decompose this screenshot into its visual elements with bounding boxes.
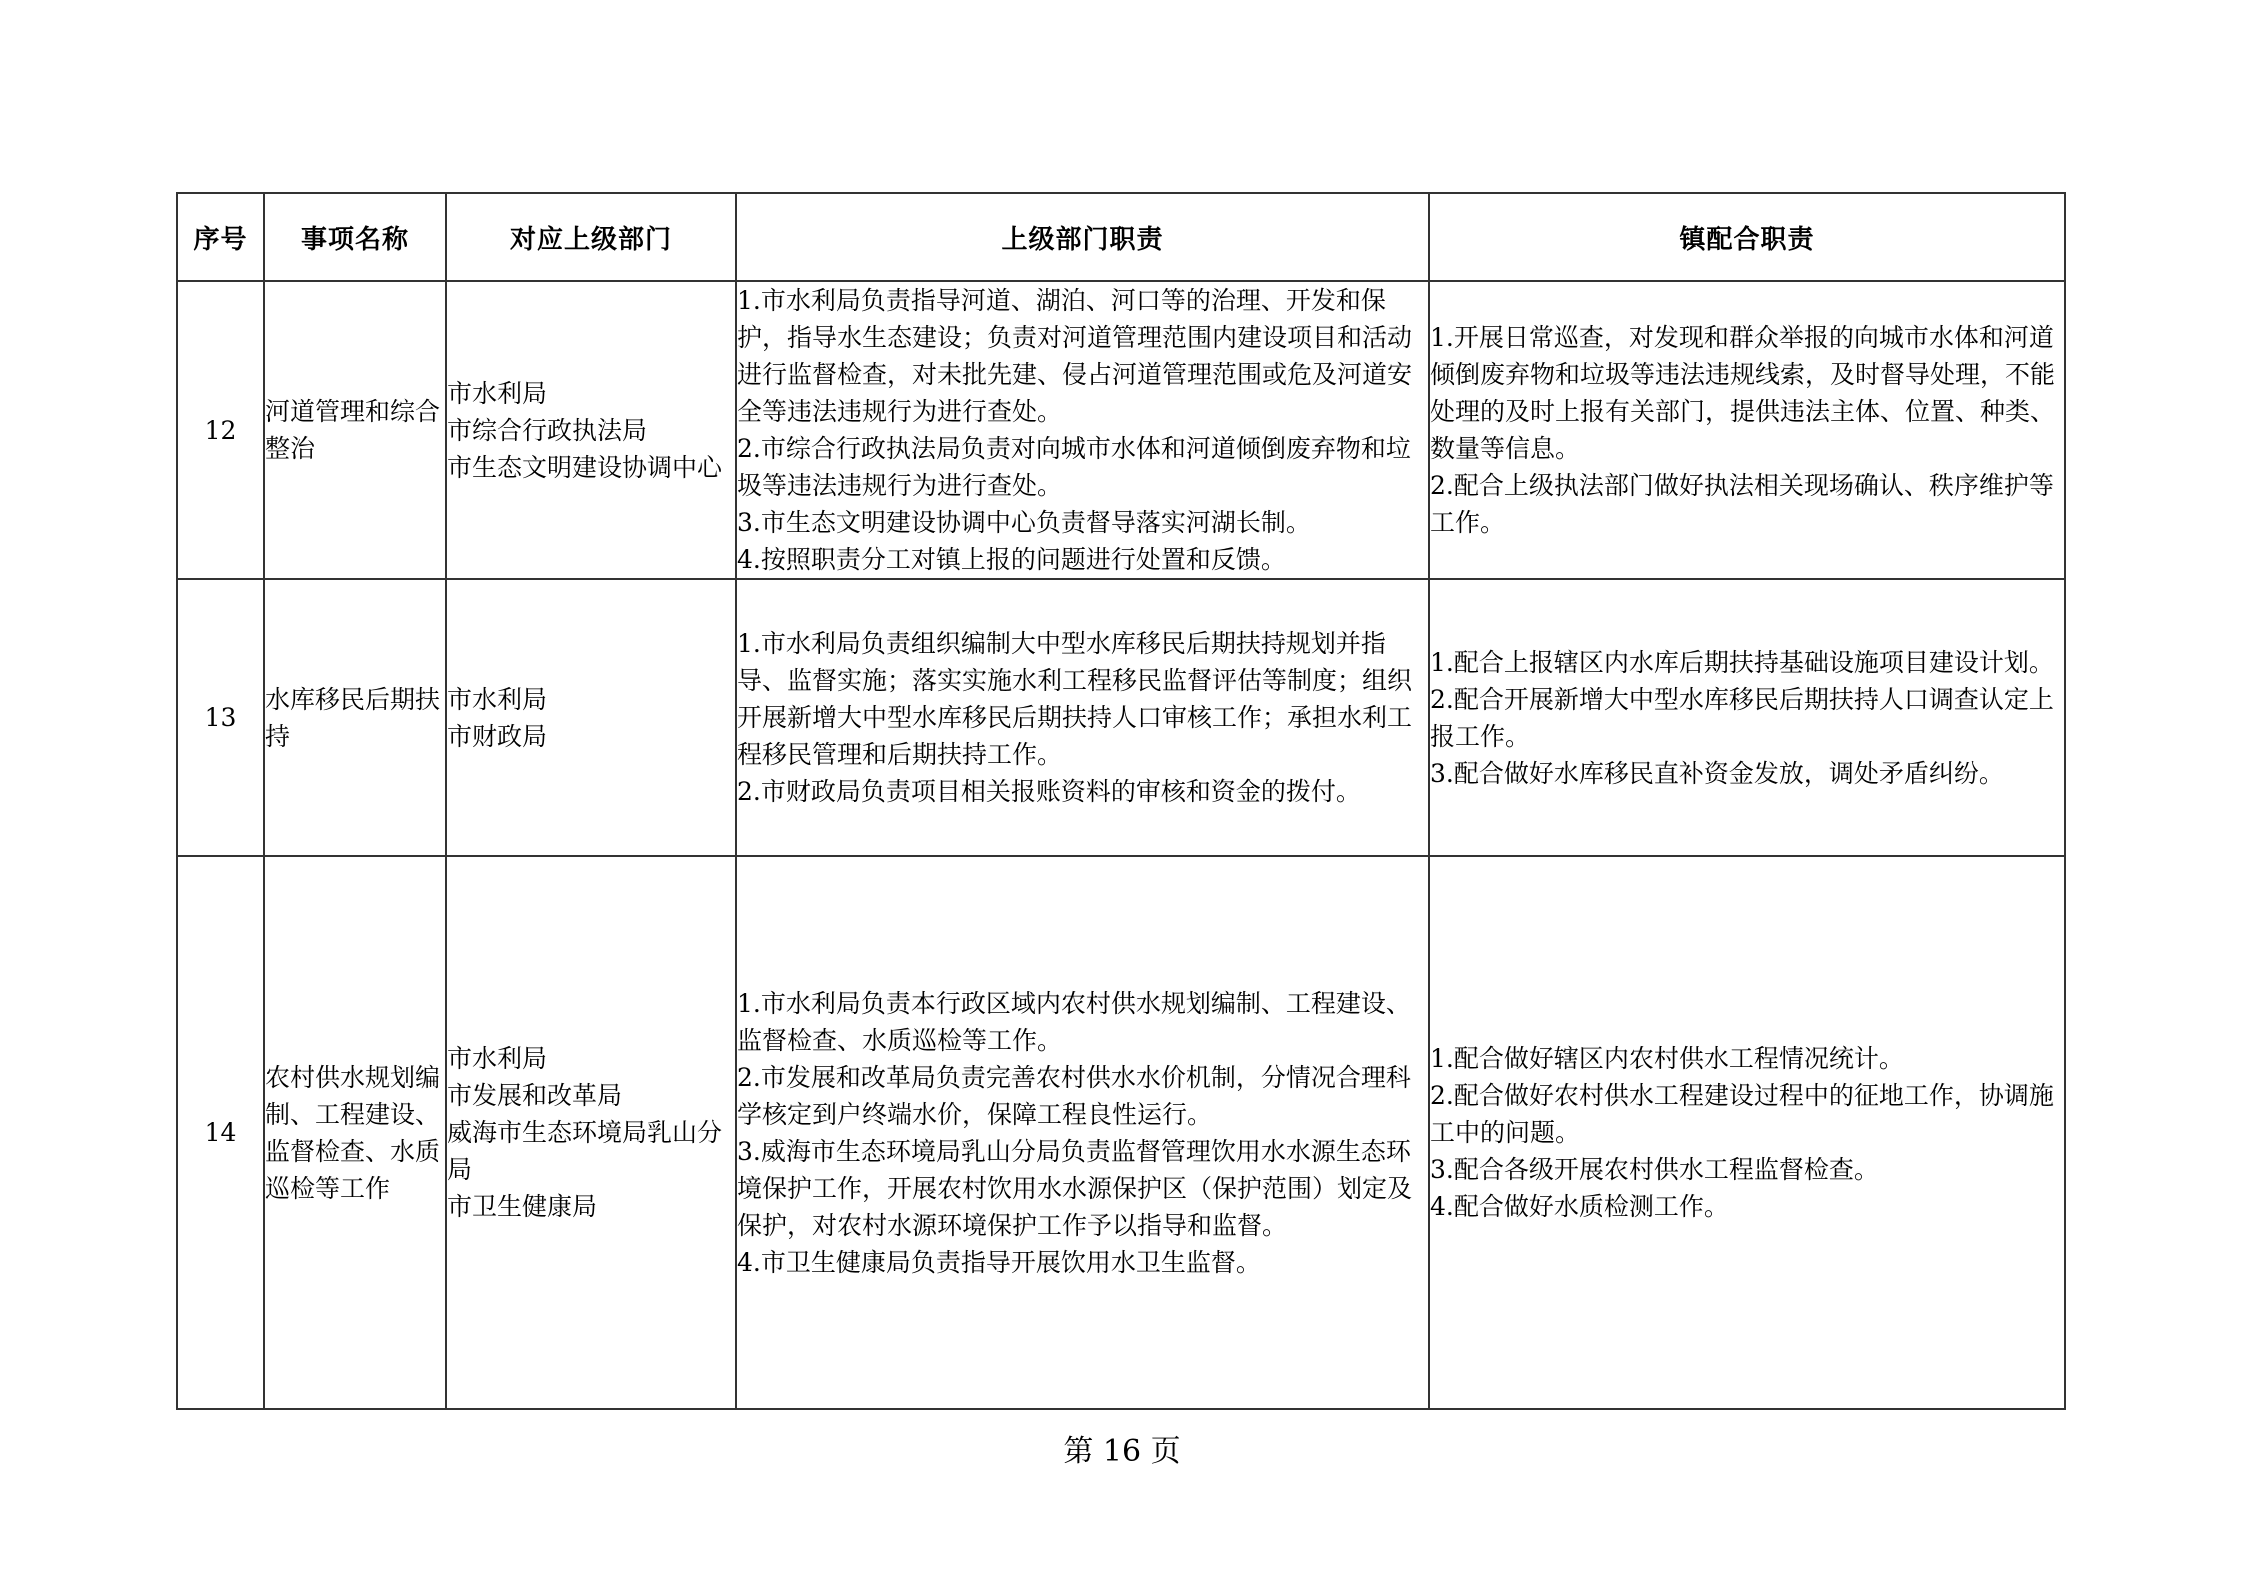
table-row <box>177 579 2065 856</box>
department-entry: 市水利局 <box>447 378 548 408</box>
header-upper-duties: 上级部门职责 <box>736 193 1429 281</box>
town-duties-list <box>1429 281 2065 579</box>
duty-item: 1.配合做好辖区内农村供水工程情况统计。 <box>1430 1044 1904 1073</box>
department-entry: 市生态文明建设协调中心 <box>447 452 723 482</box>
duty-item: 3.威海市生态环境局乳山分局负责监督管理饮用水水源生态环境保护工作，开展农村饮用水水源保护区（保护范围）划定及保护，对农村水源环境保护工作予以指导和监督。 <box>737 1136 1413 1240</box>
duty-item: 2.市财政局负责项目相关报账资料的审核和资金的拨付。 <box>737 777 1361 806</box>
duty-item: 3.配合做好水库移民直补资金发放，调处矛盾纠纷。 <box>1430 758 2004 788</box>
department-list <box>446 579 736 856</box>
department-entry: 市卫生健康局 <box>447 1192 598 1221</box>
header-serial: 序号 <box>177 193 264 281</box>
department-list <box>446 281 736 579</box>
department-entry: 市水利局 <box>447 1044 548 1073</box>
duty-item: 2.市发展和改革局负责完善农村供水水价机制，分情况合理科学核定到户终端水价，保障工程良性运行。 <box>737 1062 1411 1129</box>
upper-duties-list <box>736 856 1429 1409</box>
duty-item: 4.市卫生健康局负责指导开展饮用水卫生监督。 <box>737 1247 1261 1277</box>
upper-duties-list <box>736 281 1429 579</box>
duty-table <box>176 192 2066 1410</box>
row-number: 13 <box>177 579 264 856</box>
duty-item: 4.配合做好水质检测工作。 <box>1430 1192 1729 1221</box>
town-duties-list <box>1429 856 2065 1409</box>
row-number: 12 <box>177 281 264 579</box>
duty-item: 1.市水利局负责本行政区域内农村供水规划编制、工程建设、监督检查、水质巡检等工作。 <box>737 988 1411 1055</box>
duty-item: 4.按照职责分工对镇上报的问题进行处置和反馈。 <box>737 545 1286 574</box>
header-upper-department: 对应上级部门 <box>446 193 736 281</box>
table-header-row <box>177 193 2065 281</box>
header-item-name: 事项名称 <box>264 193 446 281</box>
department-list <box>446 856 736 1409</box>
duty-table-frame <box>176 192 2064 1408</box>
duty-item: 2.配合开展新增大中型水库移民后期扶持人口调查认定上报工作。 <box>1430 684 2054 751</box>
duty-item: 1.市水利局负责指导河道、湖泊、河口等的治理、开发和保护，指导水生态建设；负责对河道管理范围内建设项目和活动进行监督检查，对未批先建、侵占河道管理范围或危及河道安全等违法违规行为进行查处。 <box>737 286 1413 426</box>
department-entry: 威海市生态环境局乳山分局 <box>447 1118 723 1184</box>
item-name: 河道管理和综合整治 <box>264 281 446 579</box>
page-number: 第 16 页 <box>1063 1434 1181 1469</box>
duty-item: 3.配合各级开展农村供水工程监督检查。 <box>1430 1155 1879 1184</box>
item-name: 农村供水规划编制、工程建设、监督检查、水质巡检等工作 <box>264 856 446 1409</box>
table-row <box>177 281 2065 579</box>
department-entry: 市财政局 <box>447 721 548 751</box>
table-row <box>177 856 2065 1409</box>
duty-item: 1.配合上报辖区内水库后期扶持基础设施项目建设计划。 <box>1430 647 2054 677</box>
row-number: 14 <box>177 856 264 1409</box>
department-entry: 市综合行政执法局 <box>447 415 648 445</box>
duty-item: 1.市水利局负责组织编制大中型水库移民后期扶持规划并指导、监督实施；落实实施水利工程移民监督评估等制度；组织开展新增大中型水库移民后期扶持人口审核工作；承担水利工程移民管理和后期扶持工作。 <box>737 629 1413 769</box>
duty-item: 2.配合做好农村供水工程建设过程中的征地工作，协调施工中的问题。 <box>1430 1081 2054 1147</box>
department-entry: 市水利局 <box>447 684 548 714</box>
duty-item: 3.市生态文明建设协调中心负责督导落实河湖长制。 <box>737 508 1311 537</box>
duty-item: 2.市综合行政执法局负责对向城市水体和河道倾倒废弃物和垃圾等违法违规行为进行查处。 <box>737 434 1411 500</box>
header-town-duties: 镇配合职责 <box>1429 193 2065 281</box>
duty-item: 1.开展日常巡查，对发现和群众举报的向城市水体和河道倾倒废弃物和垃圾等违法违规线索，及时督导处理，不能处理的及时上报有关部门，提供违法主体、位置、种类、数量等信息。 <box>1430 323 2056 463</box>
upper-duties-list <box>736 579 1429 856</box>
department-entry: 市发展和改革局 <box>447 1081 623 1110</box>
duty-item: 2.配合上级执法部门做好执法相关现场确认、秩序维护等工作。 <box>1430 471 2054 537</box>
item-name: 水库移民后期扶持 <box>264 579 446 856</box>
town-duties-list <box>1429 579 2065 856</box>
